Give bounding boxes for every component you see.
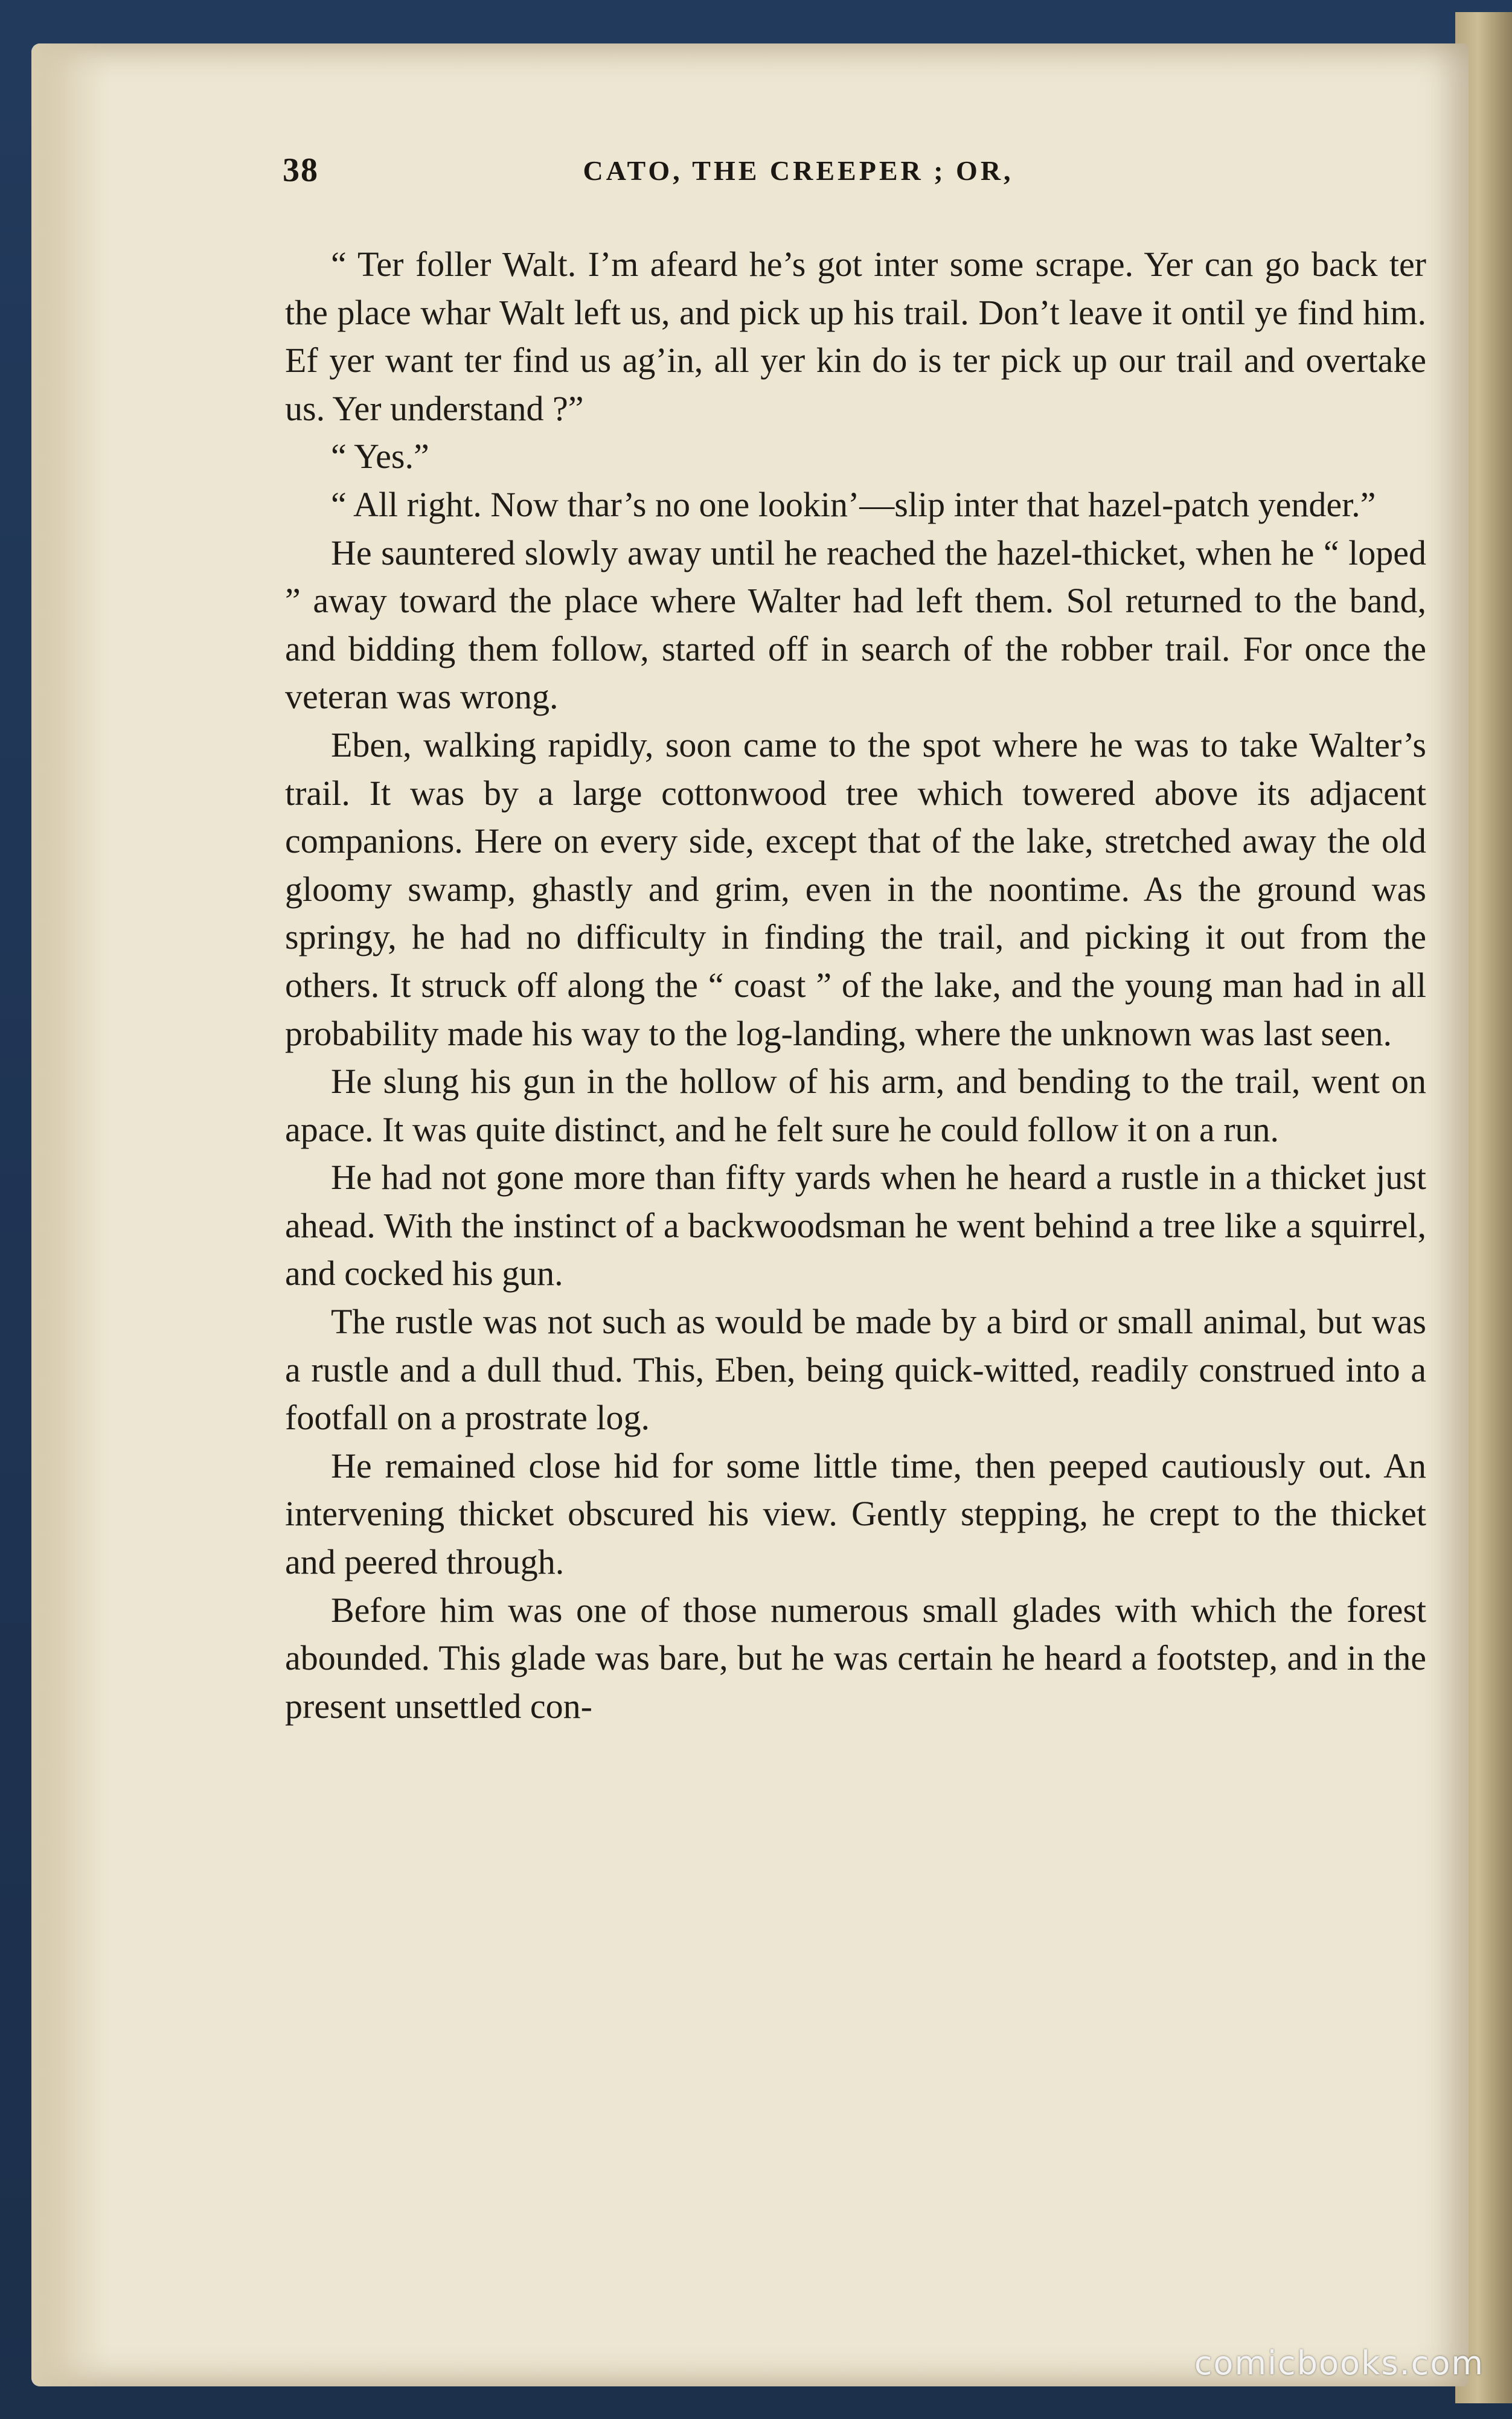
paragraph: “ All right. Now thar’s no one lookin’—slip inter that hazel-patch yender.” [331,484,1376,524]
page-number: 38 [283,152,319,189]
paragraph: He sauntered slowly away until he reached the hazel-thicket, when he “ loped ” away toward the place where Walter had left them. Sol returned to the band, and bidding them follow, started off in search of the robber trail. For once the veteran was wrong. [285,533,1426,717]
paragraph: He slung his gun in the hollow of his arm, and bending to the trail, went on apace. It was quite distinct, and he felt sure he could follow it on a run. [285,1062,1426,1149]
page-gutter [31,43,110,2386]
running-head: CATO, THE CREEPER ; OR, [583,155,1014,186]
watermark: comicbooks.com [1194,2344,1484,2382]
paragraph: Before him was one of those numerous small glades with which the forest abounded. This glade was bare, but he was certain he heard a footstep, and in the present unsettled con- [285,1590,1426,1726]
page-body-text [285,240,1426,1730]
paragraph: He remained close hid for some little time, then peeped cautiously out. An intervening thicket obscured his view. Gently stepping, he crept to the thicket and peered through. [285,1446,1426,1582]
paragraph: “ Ter foller Walt. I’m afeard he’s got inter some scrape. Yer can go back ter the place whar Walt left us, and pick up his trail. Don’t leave it ontil ye find him. Ef yer want ter find us ag’in, all yer kin do is ter pick up our trail and overtake us. Yer understand ?” [285,245,1426,428]
paragraph: The rustle was not such as would be made by a bird or small animal, but was a rustle and a dull thud. This, Eben, being quick-witted, readily construed into a footfall on a prostrate log. [285,1302,1426,1438]
paragraph: He had not gone more than fifty yards when he heard a rustle in a thicket just ahead. With the instinct of a backwoodsman he went behind a tree like a squirrel, and cocked his gun. [285,1158,1426,1293]
paragraph: “ Yes.” [331,437,429,476]
paragraph: Eben, walking rapidly, soon came to the spot where he was to take Walter’s trail. It was by a large cottonwood tree which towered above its adjacent companions. Here on every side, except that of the lake, stretched away the old gloomy swamp, ghastly and grim, even in the noontime. As the ground was springy, he had no difficulty in finding the trail, and picking it out from the others. It struck off along the “ coast ” of the lake, and the young man had in all probability made his way to the log-landing, where the unknown was last seen. [285,725,1426,1053]
